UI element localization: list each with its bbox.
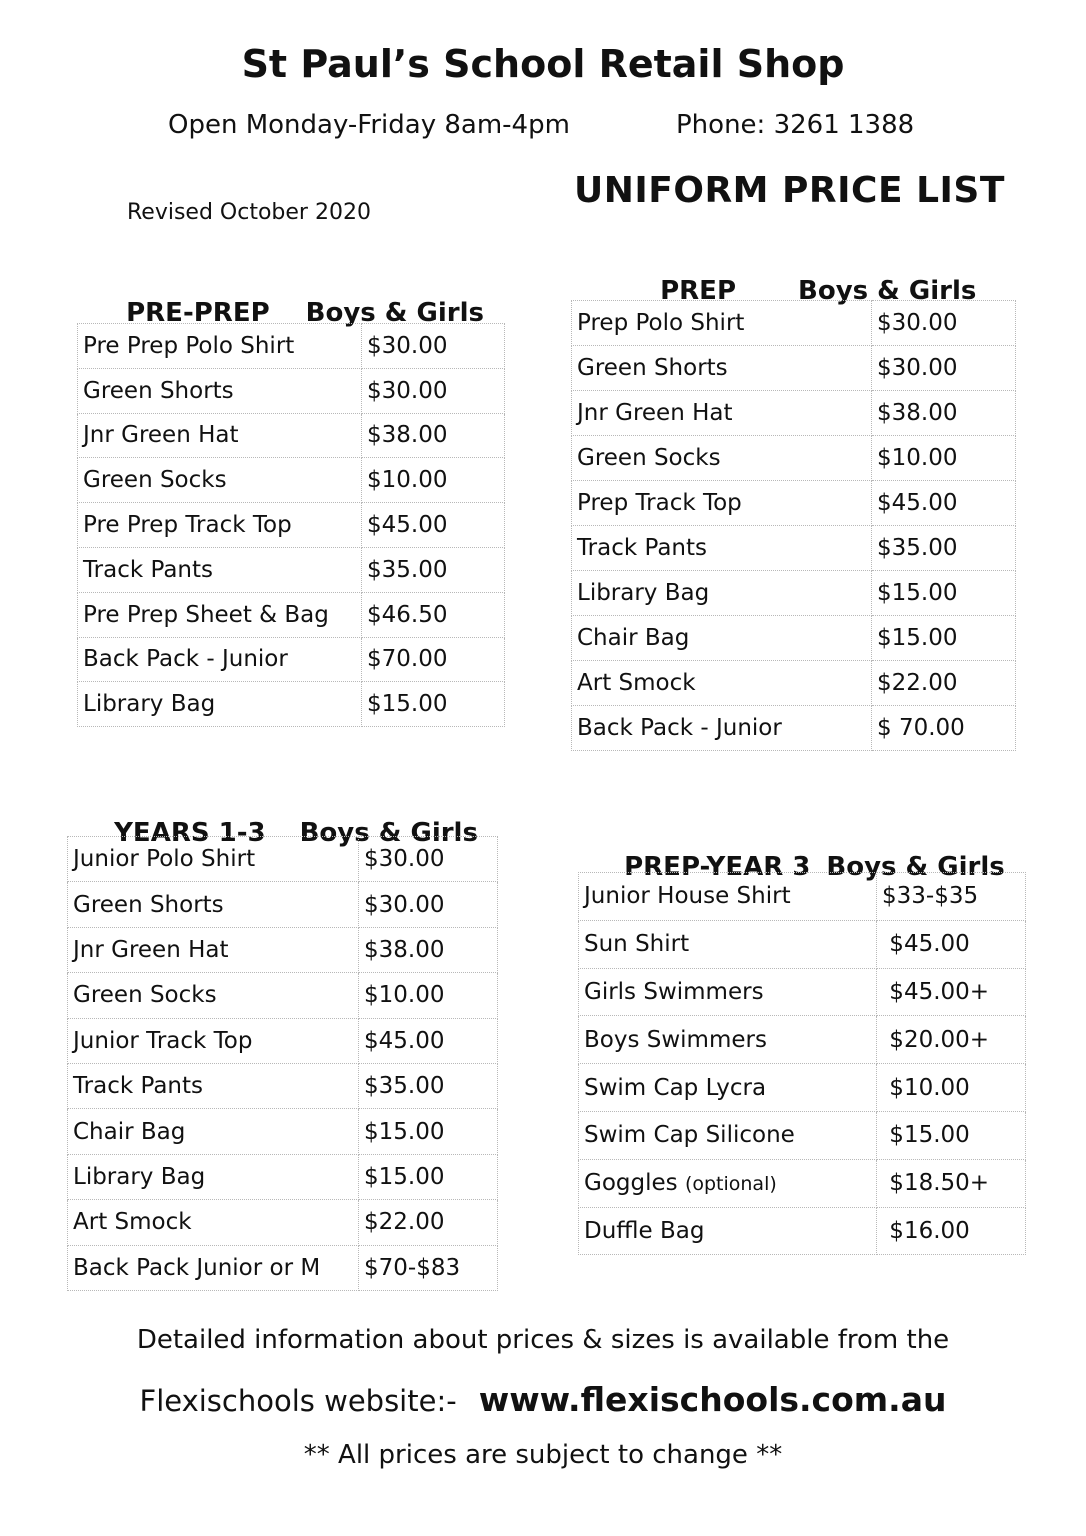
table-row	[572, 706, 1016, 751]
item-name	[579, 1016, 877, 1064]
item-name	[579, 920, 877, 968]
heading-level: PRE-PREP	[126, 298, 270, 328]
item-price: $38.00	[362, 413, 505, 458]
item-label: Back Pack - Junior	[577, 715, 782, 741]
item-label: Green Socks	[577, 445, 721, 471]
phone-number: Phone: 3261 1388	[676, 110, 915, 140]
table-row	[68, 1109, 498, 1154]
item-price: $45.00	[872, 481, 1016, 526]
price-table-years13	[67, 836, 498, 1291]
price-table-preprep	[77, 323, 505, 727]
item-name	[572, 571, 872, 616]
item-label: Green Shorts	[577, 355, 728, 381]
table-row	[78, 324, 505, 369]
table-row	[572, 526, 1016, 571]
table-row	[68, 927, 498, 972]
item-price: $38.00	[872, 391, 1016, 436]
opening-hours: Open Monday-Friday 8am-4pm	[168, 110, 570, 140]
footer-website-label: Flexischools website:-	[139, 1384, 457, 1418]
table-row	[579, 873, 1026, 921]
table-row	[579, 1016, 1026, 1064]
item-price: $15.00	[359, 1154, 498, 1199]
item-name	[78, 503, 362, 548]
item-price: $38.00	[359, 927, 498, 972]
price-table-prep	[571, 300, 1016, 751]
item-price: $16.00	[877, 1207, 1026, 1255]
table-row	[68, 1063, 498, 1108]
section-heading-prep	[642, 246, 976, 306]
item-label: Green Shorts	[83, 377, 234, 404]
item-name	[579, 968, 877, 1016]
item-price: $35.00	[872, 526, 1016, 571]
item-label: Boys Swimmers	[584, 1026, 767, 1053]
item-name	[68, 1109, 359, 1154]
item-name	[78, 413, 362, 458]
item-price: $15.00	[872, 616, 1016, 661]
table-row	[572, 436, 1016, 481]
website-link[interactable]: www.flexischools.com.au	[478, 1380, 947, 1419]
item-label: Prep Polo Shirt	[577, 310, 745, 336]
item-label: Girls Swimmers	[584, 978, 764, 1005]
heading-level: PREP-YEAR 3	[624, 852, 811, 882]
table-row	[572, 391, 1016, 436]
item-name	[68, 1063, 359, 1108]
table-row	[68, 973, 498, 1018]
item-price: $30.00	[359, 837, 498, 882]
table-row	[78, 458, 505, 503]
item-name	[572, 526, 872, 571]
item-name	[572, 301, 872, 346]
item-name	[68, 973, 359, 1018]
table-row	[68, 882, 498, 927]
item-name	[78, 637, 362, 682]
item-name	[68, 1154, 359, 1199]
item-price: $15.00	[359, 1109, 498, 1154]
shop-title: St Paul’s School Retail Shop	[241, 42, 845, 86]
item-label: Swim Cap Lycra	[584, 1074, 767, 1101]
item-label: Prep Track Top	[577, 490, 742, 516]
item-label: Pre Prep Polo Shirt	[83, 332, 295, 359]
item-price: $35.00	[359, 1063, 498, 1108]
item-label: Junior House Shirt	[584, 883, 791, 910]
table-row	[572, 616, 1016, 661]
item-name	[579, 1064, 877, 1112]
heading-gender: Boys & Girls	[299, 818, 478, 848]
table-row	[579, 1064, 1026, 1112]
item-label: Jnr Green Hat	[73, 936, 229, 963]
item-label: Chair Bag	[73, 1118, 186, 1145]
item-label: Track Pants	[577, 535, 708, 561]
item-price: $35.00	[362, 547, 505, 592]
item-name	[572, 436, 872, 481]
table-row	[78, 592, 505, 637]
table-row	[572, 301, 1016, 346]
item-price: $70.00	[362, 637, 505, 682]
item-name	[572, 616, 872, 661]
item-label: Pre Prep Track Top	[83, 512, 292, 539]
item-price: $30.00	[362, 324, 505, 369]
item-label: Library Bag	[83, 691, 216, 718]
footer-info: Detailed information about prices & sizes is available from the	[136, 1325, 950, 1355]
item-name	[572, 481, 872, 526]
item-label: Track Pants	[83, 556, 214, 583]
table-row	[78, 368, 505, 413]
item-label: Junior Track Top	[73, 1027, 253, 1054]
footer-website	[0, 1380, 1086, 1419]
table-row	[78, 547, 505, 592]
item-label: Pre Prep Sheet & Bag	[83, 601, 329, 628]
item-price: $15.00	[872, 571, 1016, 616]
price-table-prepyear3	[578, 872, 1026, 1255]
item-name	[78, 368, 362, 413]
table-row	[579, 1207, 1026, 1255]
heading-level: YEARS 1-3	[114, 818, 266, 848]
item-label: Green Socks	[83, 467, 227, 494]
item-name	[68, 927, 359, 972]
item-name	[572, 706, 872, 751]
item-price: $20.00+	[877, 1016, 1026, 1064]
item-price: $22.00	[359, 1200, 498, 1245]
heading-gender: Boys & Girls	[305, 298, 484, 328]
item-name	[572, 346, 872, 391]
table-row	[572, 661, 1016, 706]
item-note: (optional)	[684, 1173, 777, 1196]
item-label: Duffle Bag	[584, 1217, 705, 1244]
item-name	[78, 682, 362, 727]
table-row	[68, 1154, 498, 1199]
item-price: $15.00	[362, 682, 505, 727]
item-name	[68, 1245, 359, 1290]
item-name	[68, 1200, 359, 1245]
item-label: Track Pants	[73, 1073, 204, 1100]
item-price: $45.00	[877, 920, 1026, 968]
item-price: $45.00	[359, 1018, 498, 1063]
item-price: $30.00	[359, 882, 498, 927]
item-price: $45.00	[362, 503, 505, 548]
table-row	[572, 346, 1016, 391]
item-name	[68, 882, 359, 927]
table-row	[68, 1200, 498, 1245]
item-price: $18.50+	[877, 1159, 1026, 1207]
table-row	[572, 481, 1016, 526]
heading-gender: Boys & Girls	[798, 276, 977, 306]
table-row	[68, 1245, 498, 1290]
table-row	[78, 682, 505, 727]
item-label: Goggles	[584, 1170, 678, 1197]
table-row	[579, 968, 1026, 1016]
table-row	[579, 1111, 1026, 1159]
item-label: Chair Bag	[577, 625, 690, 651]
item-label: Swim Cap Silicone	[584, 1122, 795, 1149]
item-name	[68, 837, 359, 882]
item-price: $46.50	[362, 592, 505, 637]
heading-level: PREP	[660, 276, 737, 306]
item-name	[78, 458, 362, 503]
table-row	[78, 503, 505, 548]
table-row	[579, 920, 1026, 968]
item-price: $30.00	[872, 346, 1016, 391]
item-price: $22.00	[872, 661, 1016, 706]
table-row	[579, 1159, 1026, 1207]
item-name	[572, 661, 872, 706]
table-row	[572, 571, 1016, 616]
item-label: Jnr Green Hat	[577, 400, 733, 426]
item-label: Library Bag	[577, 580, 710, 606]
item-name	[78, 324, 362, 369]
revised-date: Revised October 2020	[127, 200, 371, 225]
item-price: $ 70.00	[872, 706, 1016, 751]
item-price: $10.00	[877, 1064, 1026, 1112]
item-label: Junior Polo Shirt	[73, 846, 256, 873]
section-heading-preprep	[108, 268, 484, 328]
item-label: Back Pack - Junior	[83, 646, 288, 673]
table-row	[68, 1018, 498, 1063]
price-list-title: UNIFORM PRICE LIST	[574, 170, 1005, 211]
item-price: $10.00	[359, 973, 498, 1018]
item-name	[579, 1207, 877, 1255]
item-name	[579, 1159, 877, 1207]
item-label: Back Pack Junior or M	[73, 1254, 321, 1281]
table-row	[78, 637, 505, 682]
item-label: Green Shorts	[73, 891, 224, 918]
heading-gender: Boys & Girls	[826, 852, 1005, 882]
table-row	[78, 413, 505, 458]
item-price: $45.00+	[877, 968, 1026, 1016]
item-name	[68, 1018, 359, 1063]
item-price: $30.00	[872, 301, 1016, 346]
item-price: $15.00	[877, 1111, 1026, 1159]
price-disclaimer: ** All prices are subject to change **	[303, 1440, 783, 1470]
item-label: Jnr Green Hat	[83, 422, 239, 449]
item-name	[579, 873, 877, 921]
item-label: Library Bag	[73, 1163, 206, 1190]
table-row	[68, 837, 498, 882]
item-name	[572, 391, 872, 436]
item-name	[579, 1111, 877, 1159]
item-label: Sun Shirt	[584, 931, 690, 958]
item-name	[78, 592, 362, 637]
item-price: $70-$83	[359, 1245, 498, 1290]
item-price: $30.00	[362, 368, 505, 413]
item-label: Art Smock	[577, 670, 696, 696]
item-price: $33-$35	[877, 873, 1026, 921]
item-price: $10.00	[872, 436, 1016, 481]
item-label: Art Smock	[73, 1209, 192, 1236]
item-price: $10.00	[362, 458, 505, 503]
item-label: Green Socks	[73, 982, 217, 1009]
item-name	[78, 547, 362, 592]
